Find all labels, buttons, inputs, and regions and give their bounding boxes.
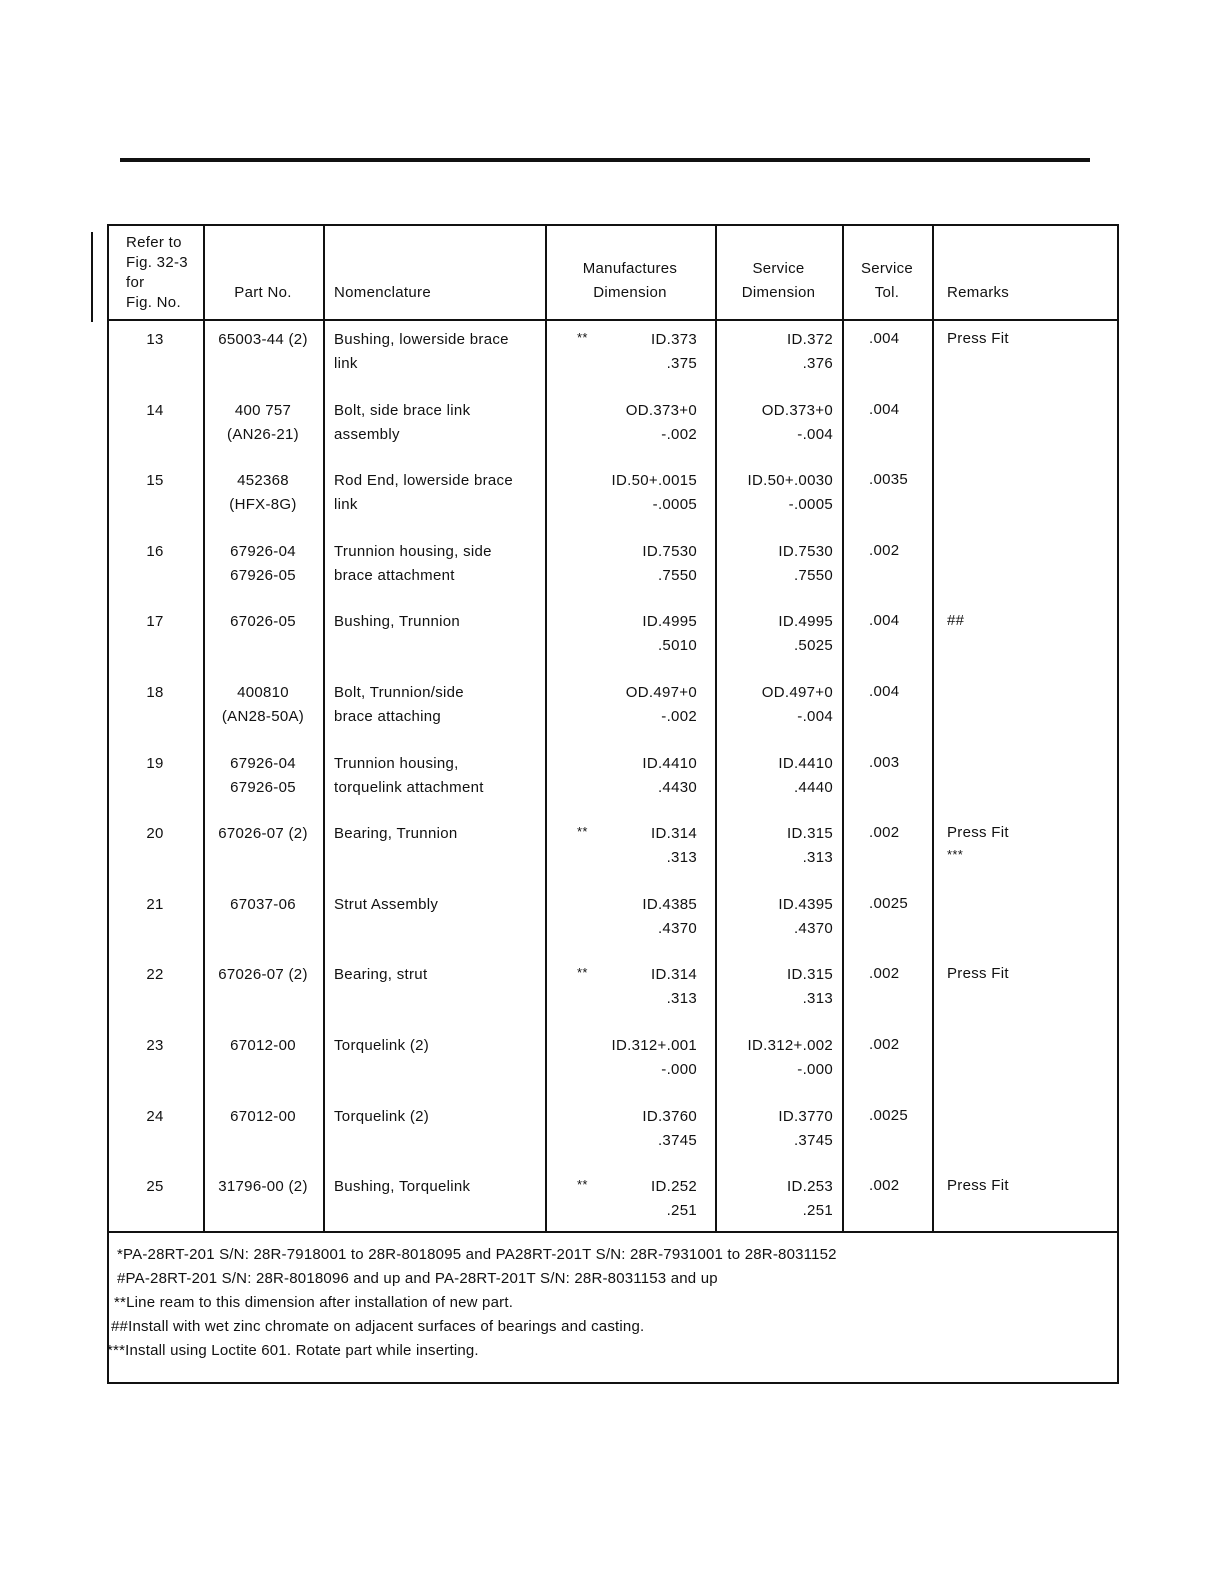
table-row — [109, 752, 1117, 822]
mfg-dimension-limit-cell: .313 — [666, 849, 697, 866]
svc-tol-cell: .0025 — [869, 895, 909, 912]
mfg-dimension-cell: ID.7530 — [642, 543, 697, 560]
nomenclature-cell: Bushing, Torquelink — [334, 1178, 471, 1195]
part-no-cell: 67926-04 — [230, 543, 296, 560]
svc-tol-cell: .002 — [869, 1177, 900, 1194]
mfg-dimension-limit-cell: .4370 — [657, 920, 697, 937]
svc-dimension-cell: ID.50+.0030 — [747, 472, 833, 489]
nomenclature-cell: Torquelink (2) — [334, 1108, 430, 1125]
svc-dimension-limit-cell: .3745 — [793, 1132, 833, 1149]
svc-dimension-limit-cell: .313 — [802, 990, 833, 1007]
mfg-dimension-limit-cell: -.0005 — [652, 496, 697, 513]
nomenclature-cell: Trunnion housing, — [334, 755, 459, 772]
mfg-dimension-cell: ID.252 — [651, 1178, 697, 1195]
svc-dimension-limit-cell: .4440 — [793, 779, 833, 796]
mfg-dimension-cell: ID.50+.0015 — [611, 472, 697, 489]
table-row — [109, 822, 1117, 892]
mfg-dimension-limit-cell: .251 — [666, 1202, 697, 1219]
part-no-alt-cell: 67926-05 — [230, 779, 296, 796]
dimension-table — [107, 224, 1119, 1384]
mfg-dimension-cell: OD.373+0 — [625, 402, 697, 419]
table-row — [109, 963, 1117, 1033]
svc-dimension-limit-cell: .251 — [802, 1202, 833, 1219]
fig-no-cell: 22 — [146, 966, 164, 983]
header-part-no: Part No. — [234, 284, 292, 301]
note-serial-range-a: *PA-28RT-201 S/N: 28R-7918001 to 28R-8018095 and PA28RT-201T S/N: 28R-7931001 to 28R-8031152 — [117, 1246, 837, 1263]
svc-dimension-cell: ID.4995 — [778, 613, 833, 630]
nomenclature-cont-cell: assembly — [334, 426, 400, 443]
nomenclature-cont-cell: link — [334, 496, 358, 513]
part-no-alt-cell: (AN28-50A) — [221, 708, 305, 725]
mfg-dimension-cell: ID.3760 — [642, 1108, 697, 1125]
mfg-dimension-cell: ID.312+.001 — [611, 1037, 697, 1054]
nomenclature-cell: Bushing, lowerside brace — [334, 331, 509, 348]
mfg-dimension-cell: ID.4995 — [642, 613, 697, 630]
svc-tol-cell: .003 — [869, 754, 900, 771]
svc-tol-cell: .0035 — [869, 471, 909, 488]
part-no-cell: 67026-07 (2) — [218, 825, 308, 842]
part-no-cell: 452368 — [237, 472, 289, 489]
line-ream-marker: ** — [577, 965, 588, 980]
svc-dimension-cell: ID.253 — [787, 1178, 833, 1195]
fig-no-cell: 20 — [146, 825, 164, 842]
mfg-dimension-limit-cell: -.000 — [661, 1061, 697, 1078]
mfg-dimension-cell: ID.314 — [651, 825, 697, 842]
mfg-dimension-cell: OD.497+0 — [625, 684, 697, 701]
svc-dimension-limit-cell: -.0005 — [788, 496, 833, 513]
line-ream-marker: ** — [577, 1177, 588, 1192]
svc-dimension-cell: ID.315 — [787, 966, 833, 983]
nomenclature-cell: Bearing, strut — [334, 966, 428, 983]
svc-dimension-cell: ID.372 — [787, 331, 833, 348]
part-no-alt-cell: (HFX-8G) — [229, 496, 297, 513]
fig-no-cell: 15 — [146, 472, 164, 489]
svc-tol-cell: .004 — [869, 330, 900, 347]
line-ream-marker: ** — [577, 824, 588, 839]
nomenclature-cell: Bushing, Trunnion — [334, 613, 461, 630]
svc-tol-cell: .0025 — [869, 1107, 909, 1124]
mfg-dimension-limit-cell: .3745 — [657, 1132, 697, 1149]
remarks-cell: Press Fit — [947, 330, 1009, 347]
svc-dimension-limit-cell: .7550 — [793, 567, 833, 584]
header-service-dimension: Service Dimension — [741, 260, 816, 301]
part-no-cell: 67026-05 — [230, 613, 296, 630]
fig-no-cell: 24 — [146, 1108, 164, 1125]
mfg-dimension-limit-cell: .7550 — [657, 567, 697, 584]
part-no-cell: 67026-07 (2) — [218, 966, 308, 983]
part-no-cell: 67926-04 — [230, 755, 296, 772]
nomenclature-cell: Strut Assembly — [334, 896, 439, 913]
svc-tol-cell: .002 — [869, 542, 900, 559]
fig-no-cell: 23 — [146, 1037, 164, 1054]
part-no-cell: 400 757 — [234, 402, 292, 419]
svc-dimension-cell: ID.7530 — [778, 543, 833, 560]
nomenclature-cell: Torquelink (2) — [334, 1037, 430, 1054]
header-nomenclature: Nomenclature — [334, 284, 431, 301]
fig-no-cell: 17 — [146, 613, 164, 630]
mfg-dimension-limit-cell: .313 — [666, 990, 697, 1007]
svc-tol-cell: .004 — [869, 612, 900, 629]
fig-no-cell: 19 — [146, 755, 164, 772]
header-rule — [109, 319, 1117, 321]
remarks-cell: Press Fit — [947, 1177, 1009, 1194]
svc-dimension-cell: ID.312+.002 — [747, 1037, 833, 1054]
mfg-dimension-limit-cell: .4430 — [657, 779, 697, 796]
note-line-ream: **Line ream to this dimension after installation of new part. — [114, 1294, 514, 1311]
part-no-cell: 67012-00 — [230, 1037, 296, 1054]
mfg-dimension-limit-cell: .5010 — [657, 637, 697, 654]
part-no-cell: 67037-06 — [230, 896, 296, 913]
part-no-cell: 65003-44 (2) — [218, 331, 308, 348]
svc-dimension-limit-cell: -.004 — [797, 708, 833, 725]
part-no-alt-cell: 67926-05 — [230, 567, 296, 584]
svc-dimension-limit-cell: .5025 — [793, 637, 833, 654]
top-rule — [120, 158, 1090, 162]
svc-dimension-limit-cell: .313 — [802, 849, 833, 866]
svc-dimension-limit-cell: -.000 — [797, 1061, 833, 1078]
nomenclature-cell: Bolt, Trunnion/side — [334, 684, 464, 701]
table-row — [109, 540, 1117, 610]
nomenclature-cont-cell: brace attachment — [334, 567, 455, 584]
svc-dimension-limit-cell: -.004 — [797, 426, 833, 443]
nomenclature-cont-cell: link — [334, 355, 358, 372]
nomenclature-cell: Rod End, lowerside brace — [334, 472, 513, 489]
line-ream-marker: ** — [577, 330, 588, 345]
svc-dimension-limit-cell: .376 — [802, 355, 833, 372]
remarks-cont-cell: *** — [947, 847, 964, 862]
header-fig-no: Refer to Fig. 32-3 for Fig. No. — [126, 234, 188, 311]
table-row — [109, 399, 1117, 469]
remarks-cell: ## — [947, 612, 965, 629]
part-no-cell: 400810 — [237, 684, 289, 701]
header-manufactures-dimension: Manufactures Dimension — [582, 260, 678, 301]
svc-tol-cell: .004 — [869, 401, 900, 418]
svc-dimension-cell: ID.4410 — [778, 755, 833, 772]
table-row — [109, 469, 1117, 539]
mfg-dimension-limit-cell: .375 — [666, 355, 697, 372]
fig-no-cell: 21 — [146, 896, 164, 913]
part-no-cell: 31796-00 (2) — [218, 1178, 308, 1195]
table-row — [109, 1034, 1117, 1104]
svc-dimension-limit-cell: .4370 — [793, 920, 833, 937]
nomenclature-cont-cell: torquelink attachment — [334, 779, 484, 796]
revision-bar — [91, 232, 93, 322]
header-remarks: Remarks — [947, 284, 1010, 301]
note-zinc-chromate: ##Install with wet zinc chromate on adjacent surfaces of bearings and casting. — [111, 1318, 645, 1335]
table-row — [109, 328, 1117, 398]
nomenclature-cell: Bolt, side brace link — [334, 402, 471, 419]
nomenclature-cell: Trunnion housing, side — [334, 543, 492, 560]
table-row — [109, 610, 1117, 680]
part-no-alt-cell: (AN26-21) — [227, 426, 299, 443]
part-no-cell: 67012-00 — [230, 1108, 296, 1125]
svc-tol-cell: .002 — [869, 965, 900, 982]
svc-dimension-cell: ID.315 — [787, 825, 833, 842]
svc-dimension-cell: ID.4395 — [778, 896, 833, 913]
table-row — [109, 681, 1117, 751]
mfg-dimension-limit-cell: -.002 — [661, 426, 697, 443]
fig-no-cell: 14 — [146, 402, 164, 419]
mfg-dimension-limit-cell: -.002 — [661, 708, 697, 725]
svc-dimension-cell: OD.497+0 — [761, 684, 833, 701]
svc-dimension-cell: OD.373+0 — [761, 402, 833, 419]
nomenclature-cont-cell: brace attaching — [334, 708, 442, 725]
note-loctite: ***Install using Loctite 601. Rotate part while inserting. — [107, 1342, 479, 1359]
mfg-dimension-cell: ID.314 — [651, 966, 697, 983]
mfg-dimension-cell: ID.373 — [651, 331, 697, 348]
fig-no-cell: 16 — [146, 543, 164, 560]
header-service-tol: Service Tol. — [860, 260, 914, 301]
fig-no-cell: 13 — [146, 331, 164, 348]
table-row — [109, 893, 1117, 963]
table-row — [109, 1105, 1117, 1175]
svc-tol-cell: .002 — [869, 1036, 900, 1053]
svc-tol-cell: .002 — [869, 824, 900, 841]
svc-tol-cell: .004 — [869, 683, 900, 700]
remarks-cell: Press Fit — [947, 824, 1009, 841]
mfg-dimension-cell: ID.4385 — [642, 896, 697, 913]
mfg-dimension-cell: ID.4410 — [642, 755, 697, 772]
fig-no-cell: 25 — [146, 1178, 164, 1195]
svc-dimension-cell: ID.3770 — [778, 1108, 833, 1125]
note-serial-range-b: #PA-28RT-201 S/N: 28R-8018096 and up and PA-28RT-201T S/N: 28R-8031153 and up — [117, 1270, 718, 1287]
fig-no-cell: 18 — [146, 684, 164, 701]
remarks-cell: Press Fit — [947, 965, 1009, 982]
nomenclature-cell: Bearing, Trunnion — [334, 825, 458, 842]
table-row — [109, 1175, 1117, 1245]
